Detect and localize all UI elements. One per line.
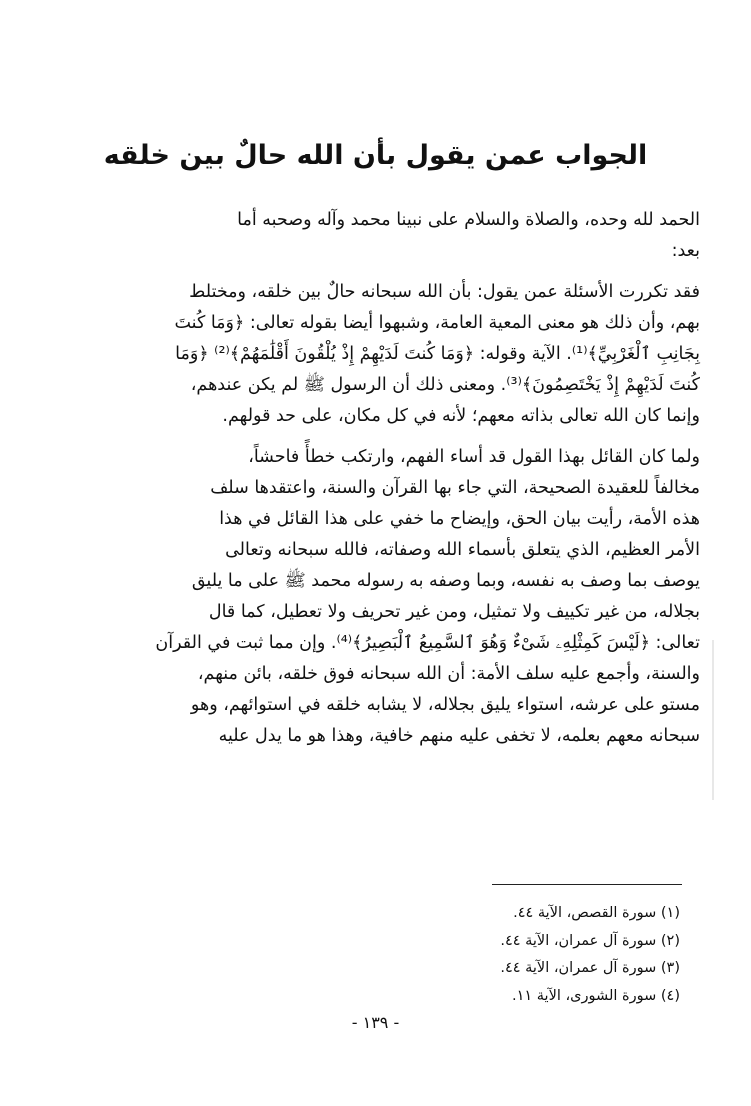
text-line: مستو على عرشه، استواء يليق بجلاله، لا يشابه خلقه في استوائهم، وهو: [190, 695, 700, 715]
body-text: [62, 205, 700, 762]
text-line: بِجَانِبِ ٱلْغَرْبِيِّ﴾⁽¹⁾. الآية وقوله: ﴿وَمَا كُنتَ لَدَيْهِمْ إِذْ يُلْقُونَ أَقْلَٰمَهُمْ﴾⁽²⁾ ﴿وَمَا: [175, 344, 700, 364]
text-line: سبحانه معهم بعلمه، لا تخفى عليه منهم خافية، وهذا هو ما يدل عليه: [218, 726, 700, 746]
text-line: والسنة، وأجمع عليه سلف الأمة: أن الله سبحانه فوق خلقه، بائن منهم،: [197, 664, 700, 684]
text-line: فقد تكررت الأسئلة عمن يقول: بأن الله سبحانه حالٌ بين خلقه، ومختلط: [189, 282, 700, 302]
paragraph: [62, 205, 700, 267]
footnote-divider: [492, 884, 682, 885]
text-line: الأمر العظيم، الذي يتعلق بأسماء الله وصفاته، فالله سبحانه وتعالى: [225, 540, 700, 560]
footnotes: [250, 900, 680, 1010]
footnote: (٢) سورة آل عمران، الآية ٤٤.: [500, 932, 680, 949]
page-title: الجواب عمن يقول بأن الله حالٌ بين خلقه: [103, 140, 648, 171]
text-line: تعالى: ﴿لَيْسَ كَمِثْلِهِۦ شَىْءٌ وَهُوَ ٱلسَّمِيعُ ٱلْبَصِيرُ﴾⁽⁴⁾. وإن مما ثبت في القرآن: [155, 633, 700, 653]
text-line: مخالفاً للعقيدة الصحيحة، التي جاء بها القرآن والسنة، واعتقدها سلف: [210, 478, 700, 498]
text-line: بهم، وأن ذلك هو معنى المعية العامة، وشبهوا أيضا بقوله تعالى: ﴿وَمَا كُنتَ: [174, 313, 700, 333]
footnote: (٣) سورة آل عمران، الآية ٤٤.: [500, 960, 680, 976]
scan-margin-mark: [712, 640, 714, 800]
footnote: (١) سورة القصص، الآية ٤٤.: [513, 905, 680, 921]
text-line: وإنما كان الله تعالى بذاته معهم؛ لأنه في كل مكان، على حد قولهم.: [222, 406, 700, 426]
text-line: بجلاله، من غير تكييف ولا تمثيل، ومن غير تحريف ولا تعطيل، كما قال: [208, 602, 700, 622]
paragraph: [62, 442, 700, 752]
text-line: هذه الأمة، رأيت بيان الحق، وإيضاح ما خفي على هذا القائل في هذا: [219, 509, 700, 529]
text-line: بعد:: [671, 241, 700, 261]
footnote: (٤) سورة الشورى، الآية ١١.: [511, 987, 680, 1004]
text-line: كُنتَ لَدَيْهِمْ إِذْ يَخْتَصِمُونَ﴾⁽³⁾. ومعنى ذلك أن الرسول ﷺ لم يكن عندهم،: [190, 375, 700, 395]
text-line: ولما كان القائل بهذا القول قد أساء الفهم، وارتكب خطأً فاحشاً،: [248, 447, 700, 467]
text-line: يوصف بما وصف به نفسه، وبما وصفه به رسوله محمد ﷺ على ما يليق: [191, 571, 700, 591]
paragraph: [62, 277, 700, 432]
text-line: الحمد لله وحده، والصلاة والسلام على نبينا محمد وآله وصحبه أما: [237, 210, 700, 230]
page-number: - ١٣٩ -: [351, 1013, 400, 1032]
